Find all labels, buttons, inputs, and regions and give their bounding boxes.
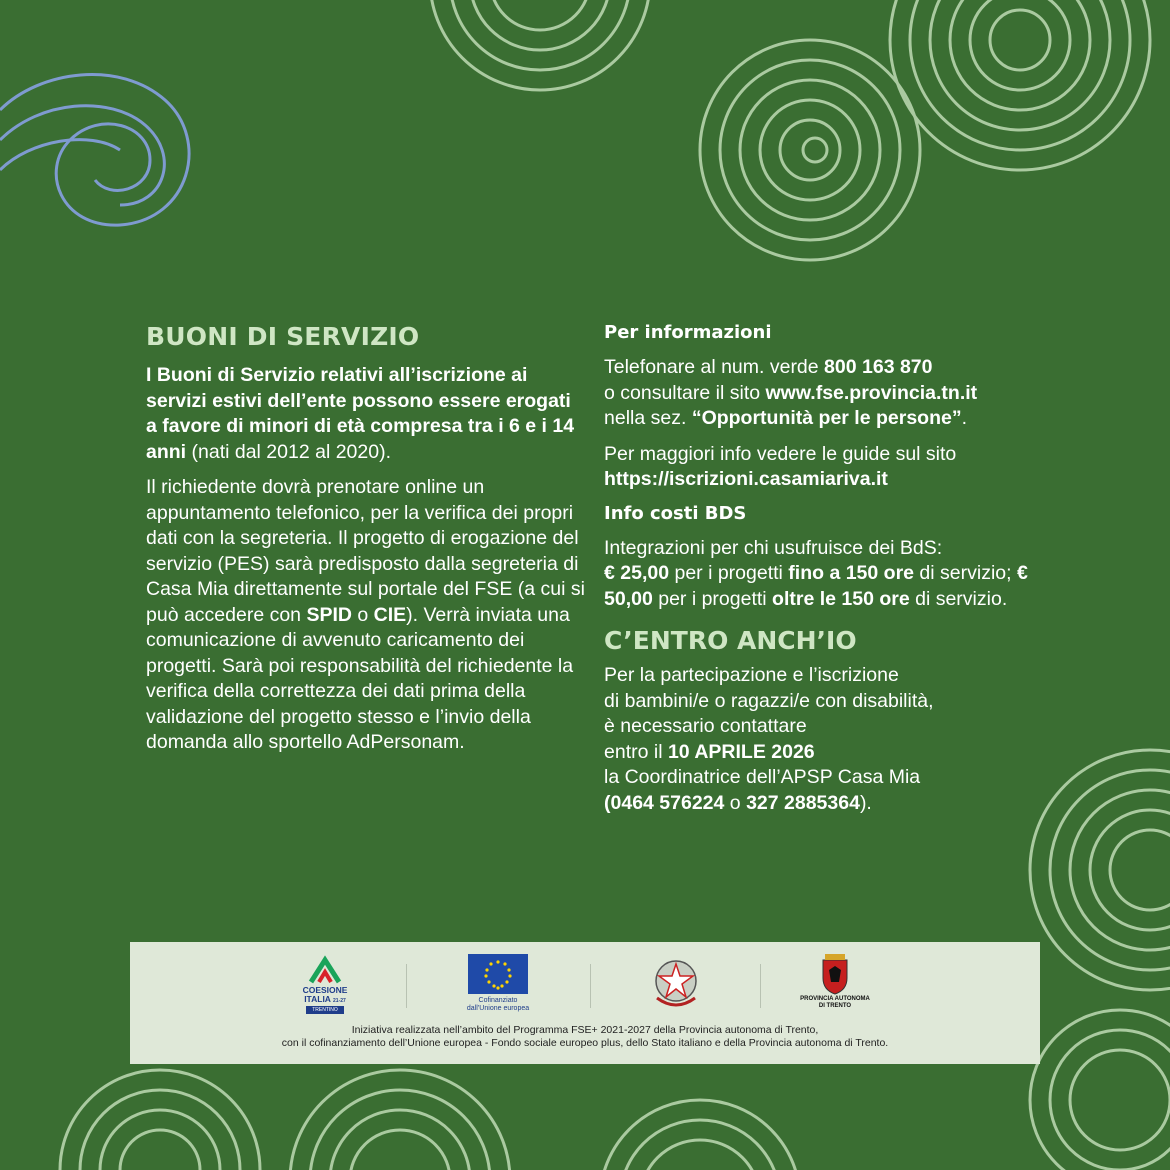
eu-text-1: Cofinanziato [478,997,518,1004]
italian-emblem-icon [649,954,703,1012]
trento-crest-icon [819,954,851,996]
info-line3: nella sez. [604,407,692,429]
logo-separator [760,964,761,1008]
centro-l3: è necessario contattare [604,715,807,737]
eu-flag-icon [468,954,528,994]
coesione-text-3: TRENTINO [306,1006,344,1014]
toll-free-number[interactable]: 800 163 870 [824,356,933,378]
hours-2: oltre le 150 ore [772,587,910,610]
buoni-intro-rest: (nati dal 2012 al 2020). [186,440,391,463]
swirl-top-center [430,0,650,90]
swirl-top-left-blue [0,75,189,226]
cie-label: CIE [373,603,407,626]
info-line3-end: . [961,407,968,429]
paren-open: ( [604,791,611,814]
centro-title: C’ENTRO ANCH’IO [604,626,857,655]
right-column [604,322,1054,826]
coesione-icon [305,954,345,986]
funding-disclaimer [130,1024,1040,1050]
provincia-logo [790,954,880,1022]
price-1: € 25,00 [604,562,670,584]
swirl-top-right-2 [890,0,1150,170]
footer-line-2: con il cofinanziamento dell’Unione europea - Fondo sociale europeo plus, dello Stato italiano e della Provincia autonoma di Trento. [281,1037,889,1049]
phone-2[interactable]: 327 2885364 [746,791,860,814]
coesione-text-2-wrap [304,995,346,1006]
phone-1[interactable]: 0464 576224 [610,791,725,814]
guides-text: Per maggiori info vedere le guide sul sito [604,442,957,465]
info-line2: o consultare il sito [604,381,766,404]
centro-l5: la Coordinatrice dell’APSP Casa Mia [604,766,921,788]
buoni-intro-bold: I Buoni di Servizio relativi all’iscrizione ai servizi estivi dell’ente possono essere erogati a favore di minori di età compresa tra i 6 e i 14 anni [146,364,575,463]
info-line1: Telefonare al num. verde [604,356,825,378]
deadline-date: 10 APRILE 2026 [667,740,815,763]
spid-label: SPID [306,603,352,626]
buoni-body-2: ). Verrà inviata una comunicazione di avvenuto caricamento dei progetti. Sarà poi responsabilità del richiedente la verifica della correttezza dei dati prima della validazione del progetto stesso e l’invio della domanda allo sportello AdPersonam. [146,603,574,753]
swirl-top-right-1 [700,40,920,260]
paren-close: ). [859,791,872,814]
coesione-text-2: ITALIA [304,994,331,1004]
fse-site-link[interactable]: www.fse.provincia.tn.it [765,381,978,404]
left-column [146,322,586,766]
prov-text-1: PROVINCIA AUTONOMA [800,996,870,1002]
swirl-bottom-left [60,1070,800,1170]
costs-title: Info costi BDS [604,502,747,524]
eu-logo [458,954,538,1022]
centro-l2: di bambini/e o ragazzi/e con disabilità, [604,689,934,712]
info-guides [604,442,1054,493]
costs-t2: di servizio; [914,562,1017,584]
price-2: € 50,00 [604,562,1028,610]
prov-text-2: DI TRENTO [818,1003,852,1009]
coesione-text-1: COESIONE [302,985,348,995]
info-title: Per informazioni [604,322,772,343]
guides-link[interactable]: https://iscrizioni.casamiariva.it [604,468,888,490]
buoni-body [146,475,586,756]
costs-t1: per i progetti [669,562,789,584]
buoni-intro [146,363,586,465]
info-contacts [604,355,1054,432]
centro-l1: Per la partecipazione e l’iscrizione [604,664,899,686]
section-name: “Opportunità per le persone” [691,407,962,429]
coesione-years: 21-27 [333,998,346,1004]
logo-separator [406,964,407,1008]
buoni-body-1: Il richiedente dovrà prenotare online un appuntamento telefonico, per la verifica dei propri dati con la segreteria. Il progetto di erogazione del servizio (PES) sarà predisposto dalla segreteria di Casa Mia direttamente sul portale del FSE (a cui si può accedere con [146,476,585,626]
or-label: o [351,603,374,626]
repubblica-logo [646,954,706,1022]
logo-band [130,942,1040,1064]
eu-text-2: dall’Unione europea [466,1005,530,1012]
costs-text [604,536,1054,613]
hours-1: fino a 150 ore [788,562,915,584]
coesione-logo [290,954,360,1022]
footer-line-1: Iniziativa realizzata nell’ambito del Programma FSE+ 2021-2027 della Provincia autonoma di Trento, [351,1024,819,1036]
centro-text [604,663,1054,816]
costs-t4: di servizio. [909,587,1008,610]
costs-t3: per i progetti [652,587,773,610]
centro-l4: entro il [604,740,668,763]
phone-or: o [724,791,747,814]
costs-line1: Integrazioni per chi usufruisce dei BdS: [604,536,943,559]
logo-separator [590,964,591,1008]
buoni-title: BUONI DI SERVIZIO [146,322,420,351]
